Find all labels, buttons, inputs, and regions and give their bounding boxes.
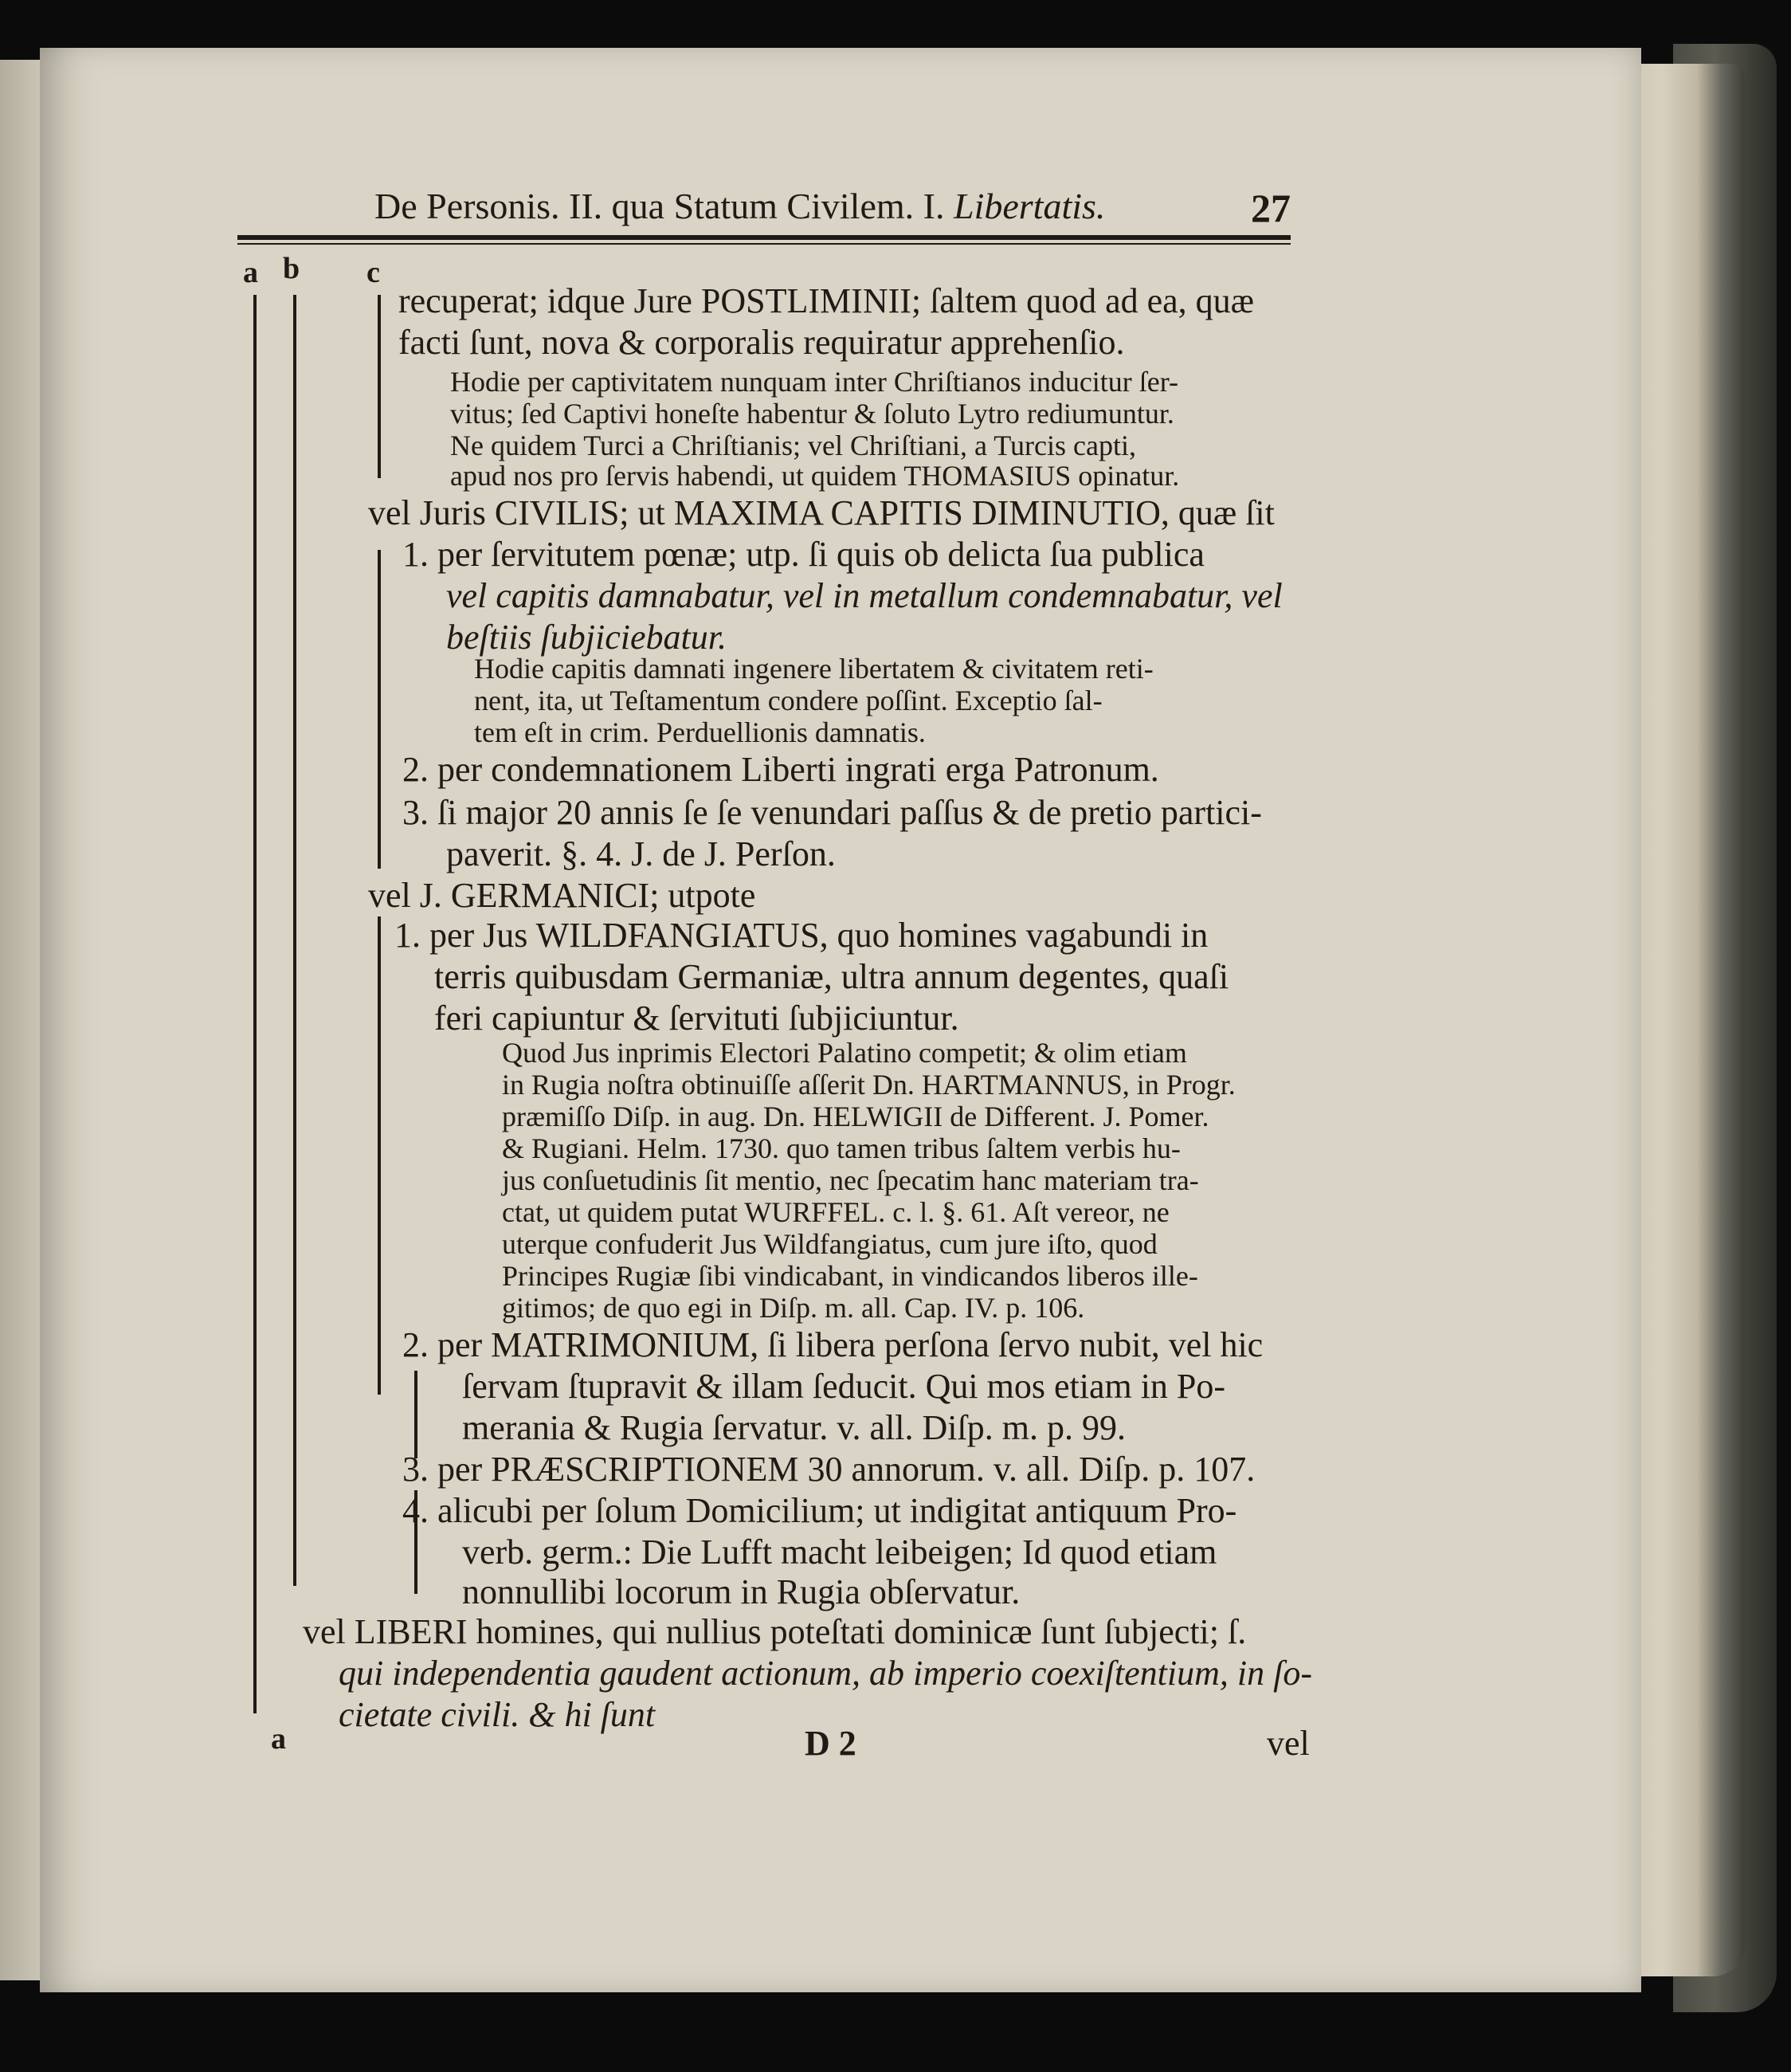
header-rule-thin <box>237 243 1291 245</box>
text-line-3: Hodie per captivitatem nunquam inter Chriſtianos inducitur ſer- <box>450 366 1179 398</box>
text-line-6: apud nos pro ſervis habendi, ut quidem THOMASIUS opinatur. <box>450 460 1180 492</box>
text-line-37: vel LIBERI homines, qui nullius poteſtati dominicæ ſunt ſubjecti; ſ. <box>303 1612 1247 1651</box>
running-header <box>374 185 1291 227</box>
header-title-italic: Libertatis. <box>953 186 1106 226</box>
text-line-1: recuperat; idque Jure POSTLIMINII; ſaltem quod ad ea, quæ <box>398 281 1255 320</box>
text-line-17: vel J. GERMANICI; utpote <box>368 876 756 915</box>
text-line-15: 3. ſi major 20 annis ſe ſe venundari paſſus & de pretio partici- <box>402 793 1262 832</box>
catchword: vel <box>1267 1724 1310 1763</box>
brace-letter-a: a <box>243 256 258 289</box>
text-line-12: nent, ita, ut Teſtamentum condere poſſint. Exceptio ſal- <box>474 685 1103 716</box>
text-line-29: gitimos; de quo egi in Diſp. m. all. Cap. IV. p. 106. <box>502 1292 1085 1324</box>
signature-mark: D 2 <box>805 1724 856 1763</box>
brace-letter-b: b <box>283 252 300 285</box>
text-line-8: 1. per ſervitutem pœnæ; utp. ſi quis ob delicta ſua publica <box>402 535 1205 574</box>
text-line-38: qui independentia gaudent actionum, ab imperio coexiſtentium, in ſo- <box>339 1654 1312 1693</box>
text-line-24: & Rugiani. Helm. 1730. quo tamen tribus ſaltem verbis hu- <box>502 1132 1181 1164</box>
page-stack-edge <box>1625 64 1745 1976</box>
brace-letter-a-bottom: a <box>271 1722 286 1756</box>
text-line-7: vel Juris CIVILIS; ut MAXIMA CAPITIS DIMINUTIO, quæ ſit <box>368 493 1275 532</box>
bracket-line-a <box>253 295 257 1713</box>
text-line-22: in Rugia noſtra obtinuiſſe aſſerit Dn. HARTMANNUS, in Progr. <box>502 1069 1236 1101</box>
bracket-line-c <box>378 295 381 478</box>
text-line-13: tem eſt in crim. Perduellionis damnatis. <box>474 716 926 748</box>
text-line-33: 3. per PRÆSCRIPTIONEM 30 annorum. v. all. Diſp. p. 107. <box>402 1450 1256 1489</box>
text-line-39: cietate civili. & hi ſunt <box>339 1695 656 1734</box>
text-line-30: 2. per MATRIMONIUM, ſi libera perſona ſervo nubit, vel hic <box>402 1325 1264 1364</box>
text-line-32: merania & Rugia ſervatur. v. all. Diſp. m. p. 99. <box>462 1408 1126 1447</box>
header-title: De Personis. II. qua Statum Civilem. I. <box>374 186 945 226</box>
text-line-28: Principes Rugiæ ſibi vindicabant, in vindicandos liberos ille- <box>502 1260 1198 1292</box>
text-line-10: beſtiis ſubjiciebatur. <box>446 618 727 657</box>
text-line-21: Quod Jus inprimis Electori Palatino competit; & olim etiam <box>502 1037 1187 1069</box>
page-number: 27 <box>1251 186 1291 230</box>
text-line-5: Ne quidem Turci a Chriſtianis; vel Chriſtiani, a Turcis capti, <box>450 430 1136 461</box>
text-line-2: facti ſunt, nova & corporalis requiratur apprehenſio. <box>398 323 1125 362</box>
bracket-line-d <box>378 550 381 869</box>
text-line-36: nonnullibi locorum in Rugia obſervatur. <box>462 1572 1021 1611</box>
text-line-25: jus conſuetudinis ſit mentio, nec ſpecatim hanc materiam tra- <box>502 1164 1199 1196</box>
text-line-26: ctat, ut quidem putat WURFFEL. c. l. §. 61. Aſt vereor, ne <box>502 1196 1170 1228</box>
bracket-line-f <box>414 1371 417 1458</box>
text-line-11: Hodie capitis damnati ingenere libertatem & civitatem reti- <box>474 653 1154 685</box>
text-line-16: paverit. §. 4. J. de J. Perſon. <box>446 834 836 873</box>
text-line-9: vel capitis damnabatur, vel in metallum condemnabatur, vel <box>446 576 1283 615</box>
text-line-31: ſervam ſtupravit & illam ſeducit. Qui mos etiam in Po- <box>462 1367 1226 1406</box>
text-line-27: uterque confuderit Jus Wildfangiatus, cum jure iſto, quod <box>502 1228 1158 1260</box>
text-line-4: vitus; ſed Captivi honeſte habentur & ſoluto Lytro rediumuntur. <box>450 398 1174 430</box>
text-line-18: 1. per Jus WILDFANGIATUS, quo homines vagabundi in <box>394 916 1209 955</box>
bracket-line-e <box>378 916 381 1395</box>
brace-letter-c: c <box>366 256 380 289</box>
header-rule <box>237 235 1291 240</box>
text-line-23: præmiſſo Diſp. in aug. Dn. HELWIGII de Different. J. Pomer. <box>502 1101 1209 1132</box>
text-line-19: terris quibusdam Germaniæ, ultra annum degentes, quaſi <box>434 957 1229 996</box>
text-line-14: 2. per condemnationem Liberti ingrati erga Patronum. <box>402 750 1159 789</box>
bracket-line-b <box>293 295 296 1586</box>
text-line-20: feri capiuntur & ſervituti ſubjiciuntur. <box>434 999 959 1038</box>
text-line-34: 4. alicubi per ſolum Domicilium; ut indigitat antiquum Pro- <box>402 1491 1237 1530</box>
text-line-35: verb. germ.: Die Lufft macht leibeigen; Id quod etiam <box>462 1532 1217 1572</box>
